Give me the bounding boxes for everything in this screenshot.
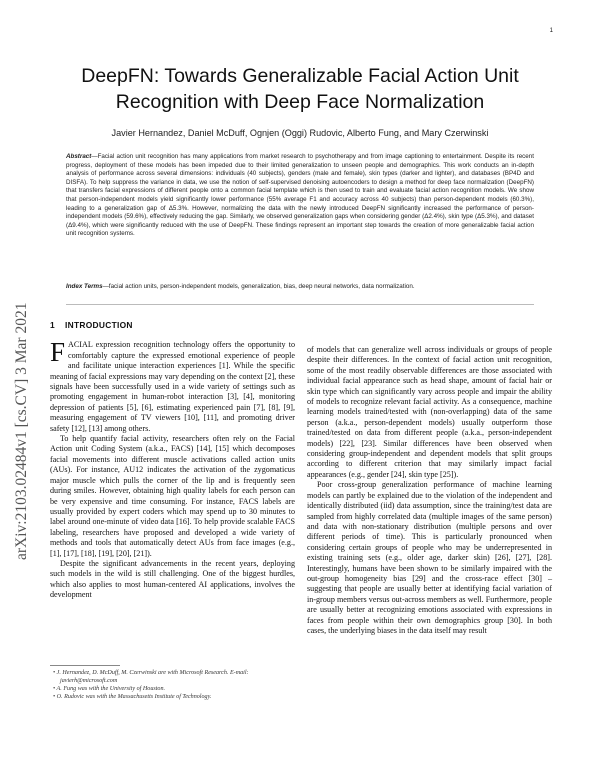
- intro-paragraph-1-text: ACIAL expression recognition technology offers the opportunity to comfortably capture the expressed emotional experience of people and facilitate unique interaction experiences [1]. While the specific meaning of facial expressions may vary depending on the context [2], these signals have been successfully used in a wide variety of settings such as promoting engagement in human-robot interaction [3], [4], monitoring depression of patients [5], [6], estimating experienced pain [7], [8], [9], measuring engagement of TV viewers [10], [11], and promoting driver safety [12], [13] among others.: [50, 340, 295, 433]
- right-paragraph-2: Poor cross-group generalization performance of machine learning models can partly be explained due to the violation of the independent and identically distributed (iid) data assumption, since the training/test data are sampled from highly correlated data (multiple images of the same person) and data with non-stationary distribution (multiple persons and over different periods of time). This is particularly pronounced when considering certain groups of people who may be underrepresented in existing training sets (e.g., older age, darker skin) [26], [27], [28]. Interestingly, humans have been shown to be similarly impaired with the out-group homogeneity bias [29] and the cross-race effect [30] – suggesting that people are usually better at identifying facial variation of in-group members versus out-across members as well. Furthermore, people are usually better at recognizing emotions associated with expressions in faces from people within their own demographics group [30]. In both cases, the underlying biases in the data itself may result: [307, 480, 552, 635]
- page-number: 1: [549, 28, 553, 34]
- intro-paragraph-1: [50, 337, 295, 434]
- left-column: [50, 320, 295, 601]
- abstract-text: —Facial action unit recognition has many applications from market research to psychotherapy and from image captioning to entertainment. Despite its recent progress, deployment of these models has been impeded due to their limited generalization to unseen people and demographics. This work conducts an in-depth analysis of performance across several dimensions: individuals (40 subjects), genders (male and female), skin types (darker and lighter), and databases (BP4D and DISFA). To help suppress the variance in data, we use the notion of self-supervised denoising autoencoders to design a method for deep face normalization (DeepFN) that transfers facial expressions of different people onto a common facial template which is then used to train and evaluate facial action recognition models. We show that person-independent models yield significantly lower performance (55% average F1 and accuracy across 40 subjects) than person-dependent models (60.3%), leading to a generalization gap of Δ5.3%. However, normalizing the data with the newly introduced DeepFN significantly increased the performance of person-independent models (59.6%), effectively reducing the gap. Similarly, we observed generalization gaps when considering gender (Δ2.4%), skin type (Δ5.3%), and dataset (Δ9.4%), which were significantly reduced with the use of DeepFN. These findings represent an important step towards the creation of more generalizable facial action unit recognition systems.: [66, 153, 534, 238]
- arxiv-sidebar: [10, 200, 34, 560]
- intro-paragraph-2: To help quantify facial activity, researchers often rely on the Facial Action unit Coding System (a.k.a., FACS) [14], [15] which decomposes facial movements into different muscle activations called action units (AUs). For instance, AU12 indicates the activation of the zygomaticus major muscle which pulls the corner of the lip and is frequently seen during smiles. However, obtaining high quality labels for each person can be very expensive and time consuming. For instance, FACS labels are usually provided by expert coders which may spend up to 30 minutes to label around one-minute of video data [16]. To help provide scalable FACS labeling, researchers have proposed and developed a wide variety of methods and tools that automatically detect AUs from face images (e.g., [1], [17], [18], [19], [20], [21]).: [50, 434, 295, 558]
- footnote-item: • O. Rudovic was with the Massachusetts Institute of Technology.: [53, 694, 212, 700]
- footnotes: [50, 669, 300, 701]
- paper-title: DeepFN: Towards Generalizable Facial Action Unit Recognition with Deep Face Normalization: [81, 65, 519, 114]
- section-title: INTRODUCTION: [64, 320, 133, 330]
- intro-paragraph-3: Despite the significant advancements in the recent years, deploying such models in the wild is still challenging. One of the biggest hurdles, which also applies to most human-centered AI applications, involves the development: [50, 558, 295, 600]
- right-paragraph-1: of models that can generalize well across individuals or groups of people despite their differences. In the context of facial action unit recognition, some of the most readily observable differences are those associated with individual facial appearance such as head shape, amount of facial hair or skin type which can significantly vary across people and impair the ability of models to recognize relevant facial activity. As a consequence, machine learning models trained/tested with (non-overlapping) data of the same person (a.k.a., person-dependent models) usually outperform those trained/tested on data from different people (a.k.a., person-independent models) [22], [23]. Similar differences have been observed when considering group-independent and dependent models that split groups according to different criterion that may similarly impact facial appearances (e.g., gender [24], skin type [25]).: [307, 345, 552, 479]
- arxiv-identifier: arXiv:2103.02484v1 [cs.CV] 3 Mar 2021: [13, 302, 30, 560]
- footnote-item: • A. Fung was with the University of Houston.: [53, 686, 166, 692]
- abstract-separator: [66, 304, 534, 305]
- section-number: 1: [50, 320, 55, 330]
- abstract-label: Abstract: [66, 153, 92, 160]
- section-heading: [50, 320, 295, 330]
- right-column: [307, 345, 552, 636]
- footnote-rule: [50, 665, 120, 666]
- footnote-item: • J. Hernandez, D. McDuff, M. Czerwinski are with Microsoft Research. E-mail: javierh@microsoft.com: [53, 670, 249, 684]
- abstract: [66, 153, 534, 239]
- index-terms-text: —facial action units, person-independent models, generalization, bias, deep neural networks, data normalization.: [102, 283, 415, 290]
- drop-cap: F: [50, 337, 66, 368]
- index-terms: [66, 283, 534, 292]
- author-list: Javier Hernandez, Daniel McDuff, Ognjen (Oggi) Rudovic, Alberto Fung, and Mary Czerwinski: [111, 128, 489, 138]
- index-terms-label: Index Terms: [66, 283, 103, 290]
